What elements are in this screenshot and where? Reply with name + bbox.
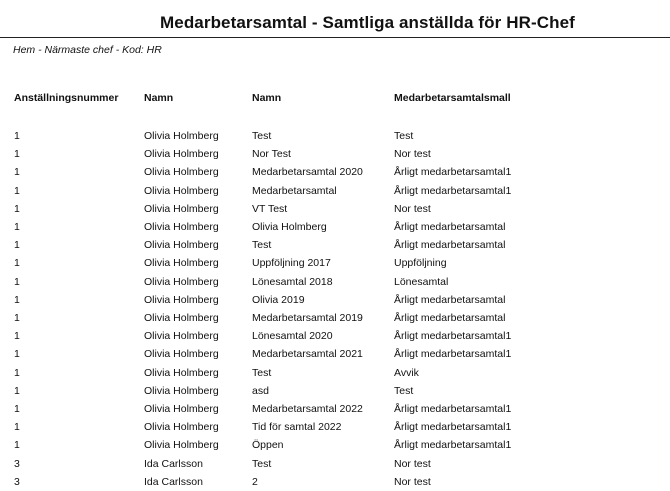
cell-employee-number: 1 xyxy=(14,330,20,343)
cell-employee-name: Olivia Holmberg xyxy=(144,293,219,306)
table-row xyxy=(14,273,594,291)
cell-employee-number: 1 xyxy=(14,148,20,161)
cell-employee-name: Olivia Holmberg xyxy=(144,166,219,179)
cell-review-name: Olivia 2019 xyxy=(252,293,305,306)
table-row xyxy=(14,345,594,363)
cell-review-template: Nor test xyxy=(394,148,431,161)
cell-review-name: Test xyxy=(252,130,272,142)
cell-employee-number: 1 xyxy=(14,257,20,270)
cell-employee-name: Olivia Holmberg xyxy=(144,384,219,397)
title-divider xyxy=(0,37,670,38)
report-table xyxy=(14,89,594,491)
cell-review-template: Årligt medarbetarsamtal xyxy=(394,239,506,252)
cell-review-template: Årligt medarbetarsamtal1 xyxy=(394,348,512,361)
table-row xyxy=(14,455,594,473)
page-title: Medarbetarsamtal - Samtliga anställda för HR-Chef xyxy=(160,13,575,32)
cell-employee-number: 1 xyxy=(14,166,20,179)
cell-review-template: Lönesamtal xyxy=(394,275,449,288)
cell-review-name: Olivia Holmberg xyxy=(252,221,327,234)
table-header-row xyxy=(14,89,594,107)
cell-review-template: Nor test xyxy=(394,202,431,215)
cell-employee-number: 1 xyxy=(14,293,20,306)
table-row xyxy=(14,291,594,309)
table-row xyxy=(14,364,594,382)
cell-employee-name: Olivia Holmberg xyxy=(144,184,219,197)
breadcrumb: Hem - Närmaste chef - Kod: HR xyxy=(13,44,162,56)
cell-review-template: Årligt medarbetarsamtal xyxy=(394,293,506,306)
cell-review-template: Test xyxy=(394,130,414,142)
cell-employee-number: 3 xyxy=(14,475,20,488)
table-row xyxy=(14,127,594,145)
cell-employee-name: Olivia Holmberg xyxy=(144,439,219,452)
cell-employee-name: Olivia Holmberg xyxy=(144,366,219,379)
cell-employee-name: Olivia Holmberg xyxy=(144,148,219,161)
cell-employee-number: 1 xyxy=(14,130,20,142)
table-row xyxy=(14,309,594,327)
cell-employee-number: 1 xyxy=(14,366,20,379)
cell-review-name: Medarbetarsamtal xyxy=(252,184,337,197)
cell-review-name: Lönesamtal 2018 xyxy=(252,275,333,288)
cell-employee-number: 1 xyxy=(14,384,20,397)
cell-employee-number: 1 xyxy=(14,421,20,434)
cell-employee-name: Olivia Holmberg xyxy=(144,312,219,325)
cell-employee-number: 1 xyxy=(14,239,20,252)
cell-review-template: Årligt medarbetarsamtal1 xyxy=(394,421,512,434)
table-row xyxy=(14,218,594,236)
cell-review-name: VT Test xyxy=(252,202,288,215)
cell-employee-number: 1 xyxy=(14,275,20,288)
cell-review-template: Avvik xyxy=(394,366,419,379)
cell-review-name: Uppföljning 2017 xyxy=(252,257,331,270)
cell-employee-name: Olivia Holmberg xyxy=(144,239,219,252)
column-header-employee-number: Anställningsnummer xyxy=(14,92,119,104)
cell-review-name: Nor Test xyxy=(252,148,291,161)
table-row xyxy=(14,418,594,436)
cell-employee-name: Ida Carlsson xyxy=(144,457,203,470)
cell-review-name: Medarbetarsamtal 2019 xyxy=(252,312,363,325)
table-row xyxy=(14,400,594,418)
cell-employee-name: Olivia Holmberg xyxy=(144,221,219,234)
cell-review-name: Lönesamtal 2020 xyxy=(252,330,333,343)
cell-employee-name: Ida Carlsson xyxy=(144,475,203,488)
cell-review-name: asd xyxy=(252,384,269,397)
cell-employee-number: 1 xyxy=(14,439,20,452)
cell-employee-number: 3 xyxy=(14,457,20,470)
cell-employee-name: Olivia Holmberg xyxy=(144,330,219,343)
cell-employee-name: Olivia Holmberg xyxy=(144,202,219,215)
cell-employee-name: Olivia Holmberg xyxy=(144,257,219,270)
cell-employee-number: 1 xyxy=(14,312,20,325)
cell-review-template: Test xyxy=(394,384,414,397)
table-row xyxy=(14,327,594,345)
cell-review-name: 2 xyxy=(252,475,258,488)
cell-employee-number: 1 xyxy=(14,202,20,215)
cell-employee-number: 1 xyxy=(14,403,20,416)
cell-review-template: Årligt medarbetarsamtal1 xyxy=(394,439,512,452)
table-row xyxy=(14,200,594,218)
column-header-review-template: Medarbetarsamtalsmall xyxy=(394,92,511,104)
table-row xyxy=(14,236,594,254)
table-row xyxy=(14,473,594,491)
table-row xyxy=(14,145,594,163)
column-header-review-name: Namn xyxy=(252,92,282,104)
cell-review-template: Nor test xyxy=(394,475,431,488)
cell-review-template: Årligt medarbetarsamtal1 xyxy=(394,403,512,416)
cell-review-name: Medarbetarsamtal 2021 xyxy=(252,348,363,361)
cell-employee-number: 1 xyxy=(14,221,20,234)
table-row xyxy=(14,163,594,181)
cell-review-template: Årligt medarbetarsamtal xyxy=(394,312,506,325)
table-row xyxy=(14,182,594,200)
cell-review-name: Medarbetarsamtal 2020 xyxy=(252,166,363,179)
cell-review-template: Årligt medarbetarsamtal1 xyxy=(394,166,512,179)
cell-review-name: Test xyxy=(252,239,272,252)
table-row xyxy=(14,254,594,272)
cell-review-name: Tid för samtal 2022 xyxy=(252,421,342,434)
cell-review-template: Årligt medarbetarsamtal1 xyxy=(394,184,512,197)
cell-review-template: Årligt medarbetarsamtal xyxy=(394,221,506,234)
cell-review-template: Uppföljning xyxy=(394,257,447,270)
cell-review-name: Test xyxy=(252,457,272,470)
cell-review-name: Medarbetarsamtal 2022 xyxy=(252,403,363,416)
cell-review-template: Årligt medarbetarsamtal1 xyxy=(394,330,512,343)
table-body xyxy=(14,107,594,491)
cell-employee-name: Olivia Holmberg xyxy=(144,403,219,416)
header-spacer xyxy=(14,107,594,127)
table-row xyxy=(14,436,594,454)
column-header-employee-name: Namn xyxy=(144,92,174,104)
cell-review-name: Test xyxy=(252,366,272,379)
cell-review-name: Öppen xyxy=(252,439,284,452)
cell-employee-number: 1 xyxy=(14,184,20,197)
cell-employee-name: Olivia Holmberg xyxy=(144,421,219,434)
table-row xyxy=(14,382,594,400)
cell-employee-name: Olivia Holmberg xyxy=(144,348,219,361)
cell-employee-name: Olivia Holmberg xyxy=(144,130,219,142)
cell-employee-number: 1 xyxy=(14,348,20,361)
cell-review-template: Nor test xyxy=(394,457,431,470)
cell-employee-name: Olivia Holmberg xyxy=(144,275,219,288)
